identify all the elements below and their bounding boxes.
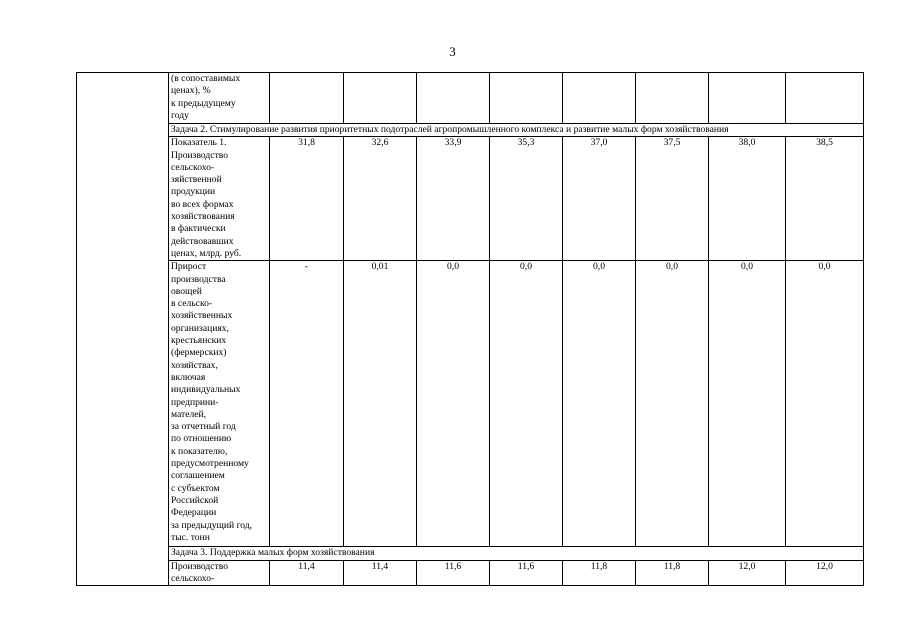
label-line: (фермерских)	[171, 347, 227, 359]
label-line: предусмотренному	[171, 458, 249, 470]
label-line: включая	[171, 371, 206, 383]
label-line: хозяйствования	[171, 211, 235, 223]
label-line: Производство	[171, 560, 229, 572]
indicator-label-cell	[169, 261, 270, 547]
indicators-table	[76, 72, 864, 586]
value-cell: 37,5	[636, 137, 709, 261]
label-line: крестьянских	[171, 335, 227, 347]
indicator-label-cell	[169, 560, 270, 586]
label-line: хозяйственных	[171, 310, 233, 322]
value-cell: 37,0	[563, 137, 636, 261]
label-line: зяйственной	[171, 174, 222, 186]
label-line: Российской	[171, 494, 219, 506]
task-row	[77, 124, 864, 137]
label-line: за отчетный год	[171, 421, 236, 433]
value-cell: 0,0	[786, 261, 864, 547]
label-line: году	[171, 109, 189, 121]
label-line: в фактически	[171, 223, 226, 235]
table-row	[77, 560, 864, 586]
label-line: с субъектом	[171, 482, 220, 494]
value-cell: 32,6	[344, 137, 417, 261]
blank-left-column	[77, 73, 169, 586]
label-line: Прирост	[171, 261, 207, 273]
value-cell: 0,0	[490, 261, 563, 547]
value-cell	[636, 73, 709, 124]
value-cell: 0,0	[709, 261, 786, 547]
label-line: в сельско-	[171, 298, 213, 310]
label-line: ценах, млрд. руб.	[171, 247, 242, 259]
table-row	[77, 137, 864, 261]
value-cell	[270, 73, 344, 124]
indicator-label-cell	[169, 137, 270, 261]
value-cell: 0,0	[636, 261, 709, 547]
label-line: во всех формах	[171, 198, 234, 210]
task-header: Задача 3. Поддержка малых форм хозяйствования	[169, 547, 864, 560]
value-cell: -	[270, 261, 344, 547]
value-cell: 12,0	[709, 560, 786, 586]
label-line: по отношению	[171, 433, 232, 445]
label-line: продукции	[171, 186, 216, 198]
label-line: Федерации	[171, 507, 217, 519]
label-line: действовавших	[171, 235, 234, 247]
label-line: организациях,	[171, 322, 229, 334]
label-line: индивидуальных	[171, 384, 241, 396]
value-cell: 11,8	[563, 560, 636, 586]
value-cell: 11,4	[270, 560, 344, 586]
value-cell: 33,9	[417, 137, 490, 261]
label-line: к предыдущему	[171, 97, 236, 109]
label-line: предприни-	[171, 396, 219, 408]
task-header: Задача 2. Стимулирование развития приоритетных подотраслей агропромышленного комплекса и развитие малых форм хозяйствования	[169, 124, 864, 137]
value-cell: 38,5	[786, 137, 864, 261]
value-cell: 35,3	[490, 137, 563, 261]
task-row	[77, 547, 864, 560]
value-cell: 0,01	[344, 261, 417, 547]
label-line: сельскохо-	[171, 572, 215, 584]
label-line: за предыдущий год,	[171, 519, 253, 531]
value-cell	[490, 73, 563, 124]
label-line: ценах), %	[171, 85, 211, 97]
label-line: (в сопоставимых	[171, 73, 241, 84]
value-cell	[344, 73, 417, 124]
label-line: Производство	[171, 149, 229, 161]
value-cell	[417, 73, 490, 124]
label-line: Показатель 1.	[171, 137, 227, 149]
table-row	[77, 73, 864, 124]
table-row	[77, 261, 864, 547]
value-cell	[709, 73, 786, 124]
value-cell: 11,6	[490, 560, 563, 586]
label-line: к показателю,	[171, 445, 228, 457]
label-line: мателей,	[171, 408, 207, 420]
value-cell: 0,0	[563, 261, 636, 547]
value-cell: 38,0	[709, 137, 786, 261]
value-cell	[786, 73, 864, 124]
label-line: овощей	[171, 285, 202, 297]
value-cell: 11,4	[344, 560, 417, 586]
label-line: тыс. тонн	[171, 531, 210, 543]
indicator-label-cell	[169, 73, 270, 124]
label-line: производства	[171, 273, 226, 285]
label-line: соглашением	[171, 470, 225, 482]
value-cell: 12,0	[786, 560, 864, 586]
value-cell: 11,6	[417, 560, 490, 586]
value-cell: 31,8	[270, 137, 344, 261]
value-cell: 11,8	[636, 560, 709, 586]
value-cell: 0,0	[417, 261, 490, 547]
label-line: сельскохо-	[171, 161, 215, 173]
label-line: хозяйствах,	[171, 359, 218, 371]
page-number: 3	[449, 44, 456, 59]
value-cell	[563, 73, 636, 124]
